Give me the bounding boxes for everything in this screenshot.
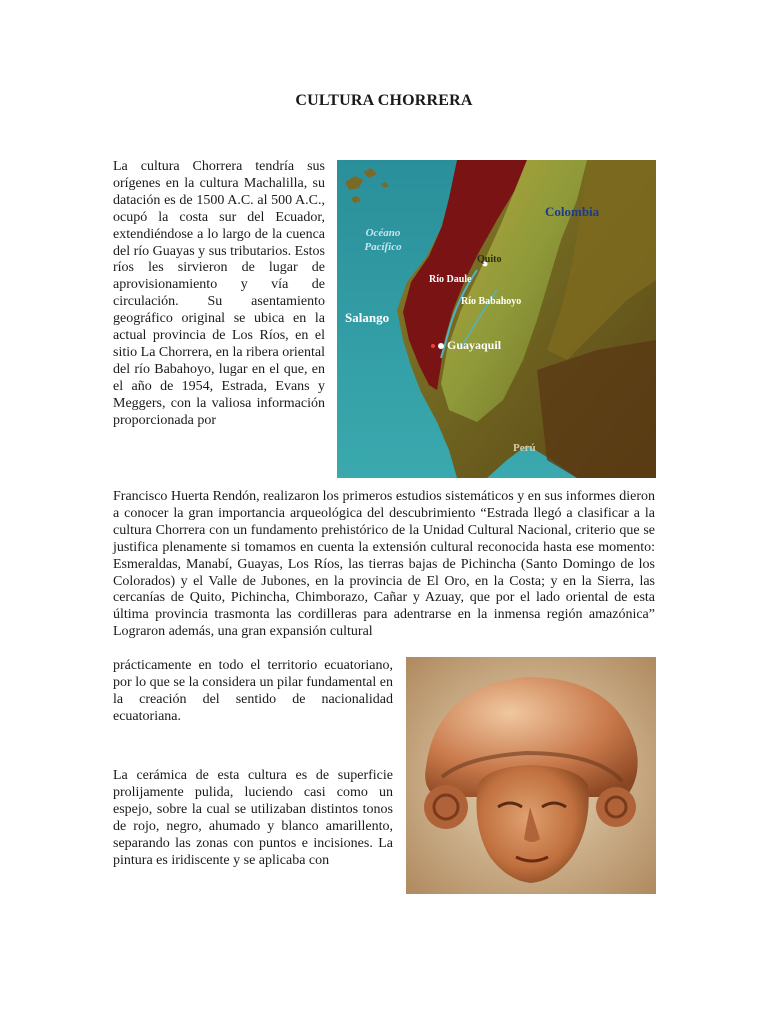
map-label-ocean: Océano Pacífico [364, 227, 402, 253]
map-label-peru: Perú [513, 442, 536, 454]
map-label-quito: Quito [477, 254, 502, 265]
ceramic-head-figure [406, 657, 656, 894]
map-label-guayaquil: Guayaquil [447, 338, 502, 352]
paragraph-estrada: Francisco Huerta Rendón, realizaron los primeros estudios sistemáticos y en sus informes dieron a conocer la gran importancia arqueológica del descubrimiento “Estrada llegó a clasificar a la cultura Chorrera con un fundamento prehistórico de la Unidad Cultural Nacional, criterio que se justifica plenamente si tomamos en cuenta la extensión cultural reconocida hasta ese momento: Esmeraldas, Manabí, Guayas, Los Ríos, las tierras bajas de Pichincha (Santo Domingo de los Colorados) y el Valle de Jubones, en la provincia de El Oro, en la Costa; y en la Sierra, las cercanías de Quito, Pichincha, Chimborazo, Cañar y Azuay, que por el lado oriental de esta última provincia trasmonta las cordilleras para adentrarse en la inmensa región amazónica” Lograron además, una gran expansión cultural [113, 489, 655, 640]
map-label-rio-babahoyo: Río Babahoyo [461, 296, 522, 307]
map-label-colombia: Colombia [545, 204, 600, 219]
ceramic-head-image [406, 657, 656, 894]
paragraph-ceramics: La cerámica de esta cultura es de superficie prolijamente pulida, luciendo casi como un espejo, sobre la cual se utilizaban distintos tonos de rojo, negro, ahumado y blanco amarillento, separando las zonas con puntos e incisiones. La pintura es iridiscente y se aplicaba con [113, 768, 393, 868]
map-label-salango: Salango [345, 310, 390, 325]
paragraph-intro: La cultura Chorrera tendría sus orígenes en la cultura Machalilla, su datación es de 1500 A.C. al 500 A.C., ocupó la costa sur del Ecuador, extendiéndose a lo largo de la cuenca del río Guayas y sus tributarios. Estos ríos les sirvieron de lugar de aprovisionamiento y vía de circulación. Su asentamiento geográfico original se ubica en la actual provincia de Los Ríos, en el sitio La Chorrera, en la ribera oriental del río Babahoyo, lugar en el que, en el año de 1954, Estrada, Evans y Meggers, con la valiosa información proporcionada por [113, 159, 325, 428]
map-label-rio-daule: Río Daule [429, 274, 472, 285]
page-title: CULTURA CHORRERA [295, 92, 473, 109]
ecuador-map-figure [337, 160, 656, 478]
paragraph-nationality: prácticamente en todo el territorio ecuatoriano, por lo que se la considera un pilar fundamental en la creación del sentido de nacionalidad ecuatoriana. [113, 658, 393, 724]
